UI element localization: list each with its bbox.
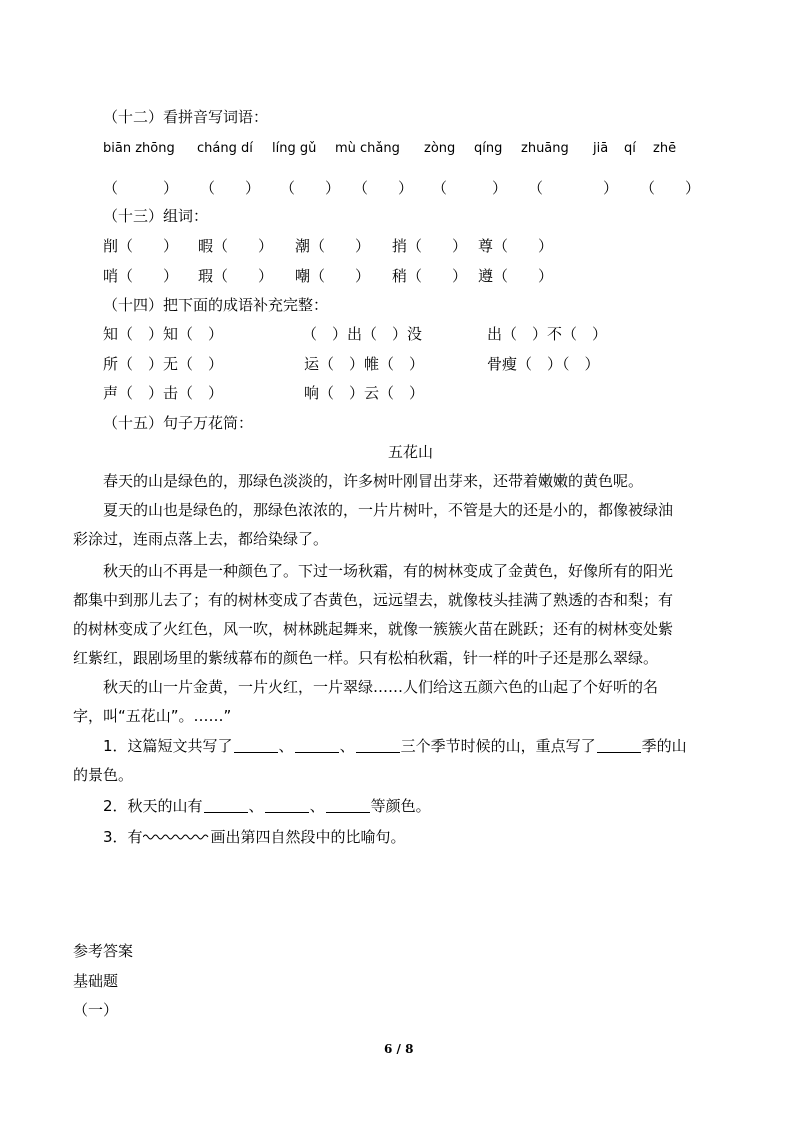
- section-14-title: （十四）把下面的成语补充完整：: [103, 296, 329, 314]
- word-1: 削（ ）: [103, 237, 179, 255]
- pinyin-10: zhē: [653, 141, 677, 156]
- section-15-title: （十五）句子万花筒：: [103, 414, 254, 432]
- answer-blank[interactable]: [597, 738, 641, 753]
- answer-blank[interactable]: [356, 738, 400, 753]
- question-3-text-a: 3．有: [103, 828, 143, 846]
- answer-bracket-2: （ ）: [200, 179, 261, 197]
- idiom-3: 出（ ）不（ ）: [487, 325, 608, 343]
- question-1-text-d: 的景色。: [73, 766, 134, 784]
- word-2: 暇（ ）: [198, 237, 274, 255]
- answer-blank[interactable]: [326, 798, 370, 813]
- pinyin-5: zòng: [424, 141, 456, 156]
- wavy-underline-icon: [143, 832, 211, 842]
- pinyin-6: qíng: [474, 141, 503, 156]
- paragraph-3-line-1: 秋天的山不再是一种颜色了。下过一场秋霜，有的树林变成了金黄色，好像所有的阳光: [103, 562, 674, 580]
- page-number: 6 / 8: [384, 1042, 414, 1056]
- pinyin-3: líng gǔ: [272, 141, 317, 156]
- answer-blank[interactable]: [295, 738, 339, 753]
- passage-title: 五花山: [388, 443, 434, 461]
- answer-bracket-7: （ ）: [640, 179, 701, 197]
- answer-bracket-5: （ ）: [432, 179, 508, 197]
- question-1-text-b: 三个季节时候的山，重点写了: [400, 737, 596, 755]
- idiom-5: 运（ ）帷（ ）: [304, 355, 425, 373]
- answers-item-1: （一）: [73, 1001, 119, 1019]
- answer-blank[interactable]: [265, 798, 309, 813]
- idiom-4: 所（ ）无（ ）: [103, 355, 224, 373]
- word-7: 瑕（ ）: [198, 267, 274, 285]
- question-2-text-a: 2．秋天的山有: [103, 797, 203, 815]
- question-2: 2．秋天的山有 、 、 等颜色。: [103, 797, 431, 815]
- paragraph-3-line-3: 的树林变成了火红色，风一吹，树林跳起舞来，就像一簇簇火苗在跳跃；还有的树林变处紫: [73, 620, 674, 638]
- question-1-text-a: 1．这篇短文共写了: [103, 737, 233, 755]
- word-4: 捎（ ）: [392, 237, 468, 255]
- idiom-1: 知（ ）知（ ）: [103, 325, 224, 343]
- word-10: 遵（ ）: [478, 267, 554, 285]
- section-13-title: （十三）组词：: [103, 207, 209, 225]
- answer-bracket-1: （ ）: [103, 179, 179, 197]
- word-5: 尊（ ）: [478, 237, 554, 255]
- answers-subheading: 基础题: [73, 972, 119, 990]
- paragraph-4-line-1: 秋天的山一片金黄，一片火红，一片翠绿……人们给这五颜六色的山起了个好听的名: [103, 678, 659, 696]
- word-6: 哨（ ）: [103, 267, 179, 285]
- question-1: 1．这篇短文共写了 、 、 三个季节时候的山，重点写了 季的山: [103, 737, 687, 755]
- answer-bracket-3: （ ）: [280, 179, 341, 197]
- paragraph-4-line-2: 字，叫“五花山”。……”: [73, 707, 232, 725]
- pinyin-8: jiā: [593, 141, 609, 156]
- paragraph-2-line-1: 夏天的山也是绿色的，那绿色浓浓的，一片片树叶，不管是大的还是小的，都像被绿油: [103, 501, 674, 519]
- answers-heading: 参考答案: [73, 942, 134, 960]
- idiom-8: 响（ ）云（ ）: [304, 384, 425, 402]
- paragraph-2-line-2: 彩涂过，连雨点落上去，都给染绿了。: [73, 530, 329, 548]
- section-12-title: （十二）看拼音写词语：: [103, 108, 269, 126]
- question-2-text-b: 等颜色。: [370, 797, 431, 815]
- word-8: 嘲（ ）: [295, 267, 371, 285]
- pinyin-4: mù chǎng: [335, 141, 400, 156]
- pinyin-2: cháng dí: [197, 141, 253, 156]
- idiom-7: 声（ ）击（ ）: [103, 384, 224, 402]
- paragraph-3-line-4: 红紫红，跟剧场里的紫绒幕布的颜色一样。只有松柏秋霜，针一样的叶子还是那么翠绿。: [73, 649, 659, 667]
- pinyin-9: qí: [624, 141, 636, 156]
- word-9: 稍（ ）: [392, 267, 468, 285]
- question-3-text-b: 画出第四自然段中的比喻句。: [210, 828, 406, 846]
- paragraph-3-line-2: 都集中到那儿去了；有的树林变成了杏黄色，远远望去，就像枝头挂满了熟透的杏和梨；有: [73, 591, 674, 609]
- paragraph-1: 春天的山是绿色的，那绿色淡淡的，许多树叶刚冒出芽来，还带着嫩嫩的黄色呢。: [103, 472, 644, 490]
- question-3: [103, 826, 406, 848]
- answer-blank[interactable]: [204, 798, 248, 813]
- question-1-text-c: 季的山: [641, 737, 687, 755]
- answer-bracket-6: （ ）: [528, 179, 619, 197]
- idiom-6: 骨瘦（ ）（ ）: [487, 355, 600, 373]
- word-3: 潮（ ）: [295, 237, 371, 255]
- idiom-2: （ ）出（ ）没: [302, 325, 423, 343]
- answer-blank[interactable]: [234, 738, 278, 753]
- pinyin-1: biān zhōng: [103, 141, 175, 156]
- pinyin-7: zhuāng: [521, 141, 569, 156]
- answer-bracket-4: （ ）: [353, 179, 414, 197]
